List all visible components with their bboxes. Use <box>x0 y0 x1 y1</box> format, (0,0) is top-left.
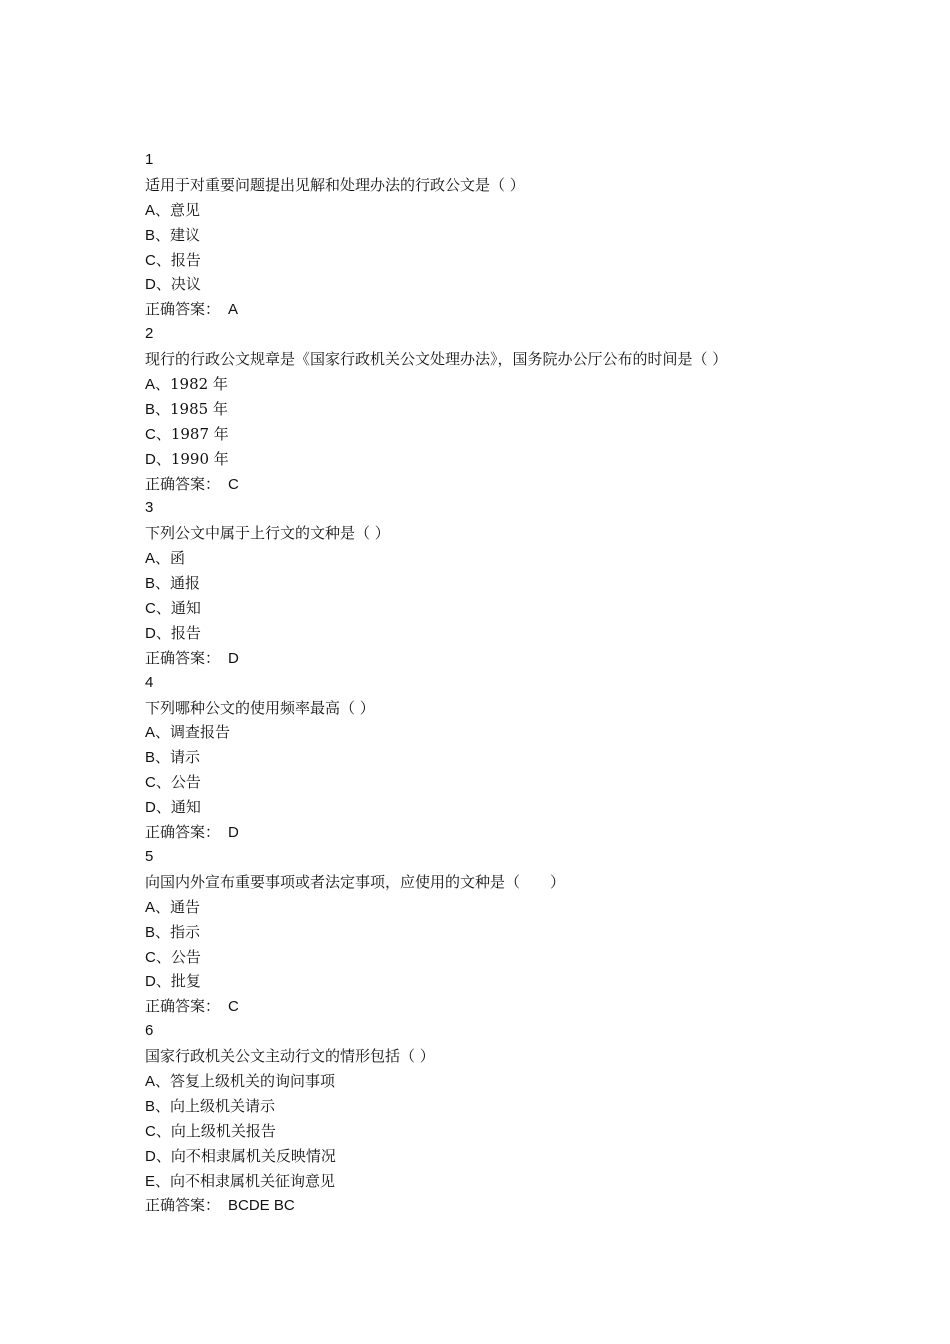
option-line <box>145 745 865 770</box>
answer-value: D <box>228 649 239 667</box>
option-line <box>145 1069 865 1094</box>
answer-value: D <box>228 824 239 842</box>
question-block <box>145 1019 865 1218</box>
option-text: 、向不相隶属机关征询意见 <box>155 1171 336 1190</box>
option-line <box>145 272 865 297</box>
option-text: 、通知 <box>155 798 201 817</box>
option-line <box>145 397 865 422</box>
option-letter: C <box>145 1122 156 1140</box>
option-text: 、公告 <box>155 947 201 966</box>
document-body <box>145 148 865 1218</box>
answer-value: A <box>228 301 239 319</box>
option-letter: D <box>145 276 156 294</box>
answer-label: 正确答案： <box>145 648 221 667</box>
option-line <box>145 571 865 596</box>
answer-line <box>145 297 865 322</box>
option-text: 、1990 年 <box>155 449 229 468</box>
option-letter: A <box>145 550 156 568</box>
question-number: 6 <box>145 1022 154 1040</box>
option-text: 、批复 <box>155 972 201 991</box>
option-letter: A <box>145 376 156 394</box>
option-text: 、请示 <box>155 748 201 767</box>
answer-label: 正确答案： <box>145 1196 221 1215</box>
option-letter: A <box>145 724 156 742</box>
option-text: 、函 <box>155 549 186 568</box>
option-line <box>145 920 865 945</box>
option-text: 、报告 <box>155 623 201 642</box>
question-stem: 国家行政机关公文主动行文的情形包括（ ） <box>145 1047 435 1066</box>
answer-line <box>145 994 865 1019</box>
question-number: 4 <box>145 673 154 691</box>
option-line <box>145 795 865 820</box>
answer-line <box>145 820 865 845</box>
option-letter: C <box>145 600 156 618</box>
option-letter: B <box>145 575 156 593</box>
option-line <box>145 546 865 571</box>
option-line <box>145 945 865 970</box>
question-block <box>145 148 865 322</box>
option-text: 、指示 <box>155 922 201 941</box>
question-block <box>145 671 865 845</box>
answer-label: 正确答案： <box>145 997 221 1016</box>
option-letter: D <box>145 450 156 468</box>
option-line <box>145 447 865 472</box>
option-line <box>145 1094 865 1119</box>
option-letter: A <box>145 201 156 219</box>
option-text: 、意见 <box>155 200 201 219</box>
option-line <box>145 969 865 994</box>
answer-label: 正确答案： <box>145 300 221 319</box>
option-text: 、决议 <box>155 275 201 294</box>
answer-value: C <box>228 998 239 1016</box>
option-text: 、通报 <box>155 574 201 593</box>
answer-line <box>145 646 865 671</box>
option-letter: B <box>145 749 156 767</box>
question-block <box>145 322 865 496</box>
option-text: 、向上级机关请示 <box>155 1096 276 1115</box>
question-stem: 现行的行政公文规章是《国家行政机关公文处理办法》，国务院办公厅公布的时间是（ ） <box>145 350 728 369</box>
question-stem: 向国内外宣布重要事项或者法定事项，应使用的文种是（ ） <box>145 872 566 891</box>
answer-value: C <box>228 475 239 493</box>
option-line <box>145 1144 865 1169</box>
option-letter: A <box>145 1072 156 1090</box>
question-block <box>145 845 865 1019</box>
option-text: 、公告 <box>155 773 201 792</box>
option-letter: D <box>145 1147 156 1165</box>
option-letter: C <box>145 948 156 966</box>
option-text: 、通知 <box>155 599 201 618</box>
option-text: 、答复上级机关的询问事项 <box>155 1071 336 1090</box>
answer-label: 正确答案： <box>145 823 221 842</box>
option-letter: D <box>145 624 156 642</box>
question-block <box>145 496 865 670</box>
option-text: 、调查报告 <box>155 723 231 742</box>
answer-line <box>145 1193 865 1218</box>
option-line <box>145 223 865 248</box>
option-letter: B <box>145 400 156 418</box>
question-number: 3 <box>145 499 154 517</box>
option-text: 、建议 <box>155 225 201 244</box>
option-text: 、报告 <box>155 250 201 269</box>
option-letter: B <box>145 1097 156 1115</box>
option-text: 、1982 年 <box>155 375 228 394</box>
option-line <box>145 596 865 621</box>
option-letter: E <box>145 1172 156 1190</box>
option-line <box>145 422 865 447</box>
question-stem: 下列哪种公文的使用频率最高（ ） <box>145 698 375 717</box>
option-letter: C <box>145 774 156 792</box>
answer-value: BCDE BC <box>228 1197 295 1215</box>
question-number: 5 <box>145 847 154 865</box>
option-line <box>145 621 865 646</box>
option-letter: B <box>145 226 156 244</box>
option-line <box>145 895 865 920</box>
option-line <box>145 720 865 745</box>
question-stem: 适用于对重要问题提出见解和处理办法的行政公文是（ ） <box>145 175 525 194</box>
option-text: 、通告 <box>155 897 201 916</box>
answer-line <box>145 472 865 497</box>
option-letter: D <box>145 973 156 991</box>
option-letter: C <box>145 425 156 443</box>
option-letter: A <box>145 898 156 916</box>
option-text: 、向不相隶属机关反映情况 <box>155 1146 336 1165</box>
option-letter: D <box>145 799 156 817</box>
option-line <box>145 770 865 795</box>
option-letter: C <box>145 251 156 269</box>
question-number: 2 <box>145 325 154 343</box>
question-number: 1 <box>145 151 154 168</box>
option-text: 、1987 年 <box>155 424 229 443</box>
answer-label: 正确答案： <box>145 474 221 493</box>
option-line <box>145 198 865 223</box>
option-text: 、向上级机关报告 <box>155 1121 276 1140</box>
option-text: 、1985 年 <box>155 399 228 418</box>
option-line <box>145 248 865 273</box>
option-letter: B <box>145 923 156 941</box>
question-stem: 下列公文中属于上行文的文种是（ ） <box>145 524 390 543</box>
option-line <box>145 372 865 397</box>
option-line <box>145 1169 865 1194</box>
option-line <box>145 1119 865 1144</box>
